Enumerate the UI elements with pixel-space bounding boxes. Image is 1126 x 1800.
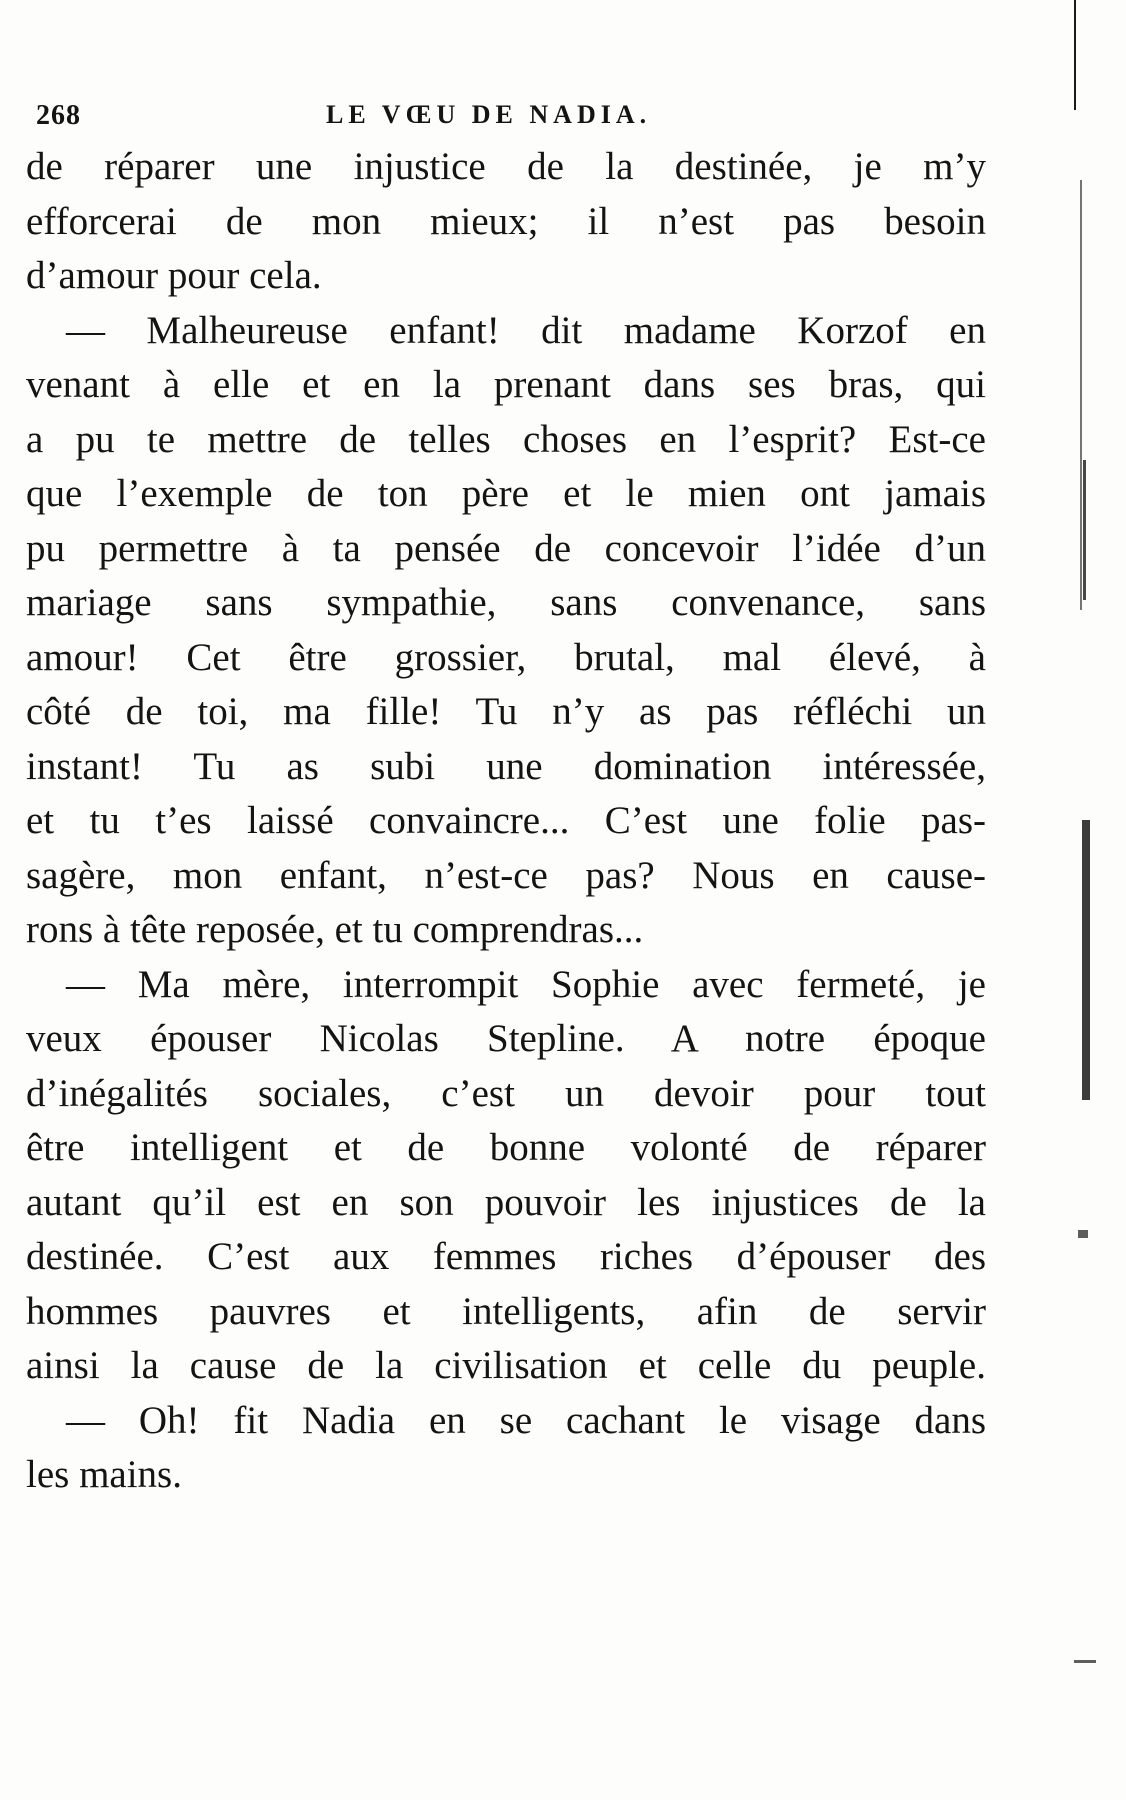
text-line: d’inégalités sociales, c’est un devoir pour tout <box>26 1071 986 1115</box>
page-header <box>36 100 696 140</box>
text-line: — Ma mère, interrompit Sophie avec fermeté, je <box>66 962 986 1006</box>
text-line: rons à tête reposée, et tu comprendras... <box>26 908 644 951</box>
text-line: être intelligent et de bonne volonté de réparer <box>26 1126 986 1169</box>
text-line: sagère, mon enfant, n’est-ce pas? Nous en cause- <box>26 853 986 897</box>
scan-edge-line <box>1078 1230 1088 1238</box>
body-text <box>26 140 986 1503</box>
scan-edge-line <box>1083 460 1086 600</box>
text-line: pu permettre à ta pensée de concevoir l’idée d’un <box>26 526 986 570</box>
text-line: — Malheureuse enfant! dit madame Korzof en <box>66 308 986 352</box>
text-line: les mains. <box>26 1453 182 1496</box>
text-line: a pu te mettre de telles choses en l’esprit? Est-ce <box>26 417 986 461</box>
text-line: veux épouser Nicolas Stepline. A notre époque <box>26 1017 986 1060</box>
text-line: et tu t’es laissé convaincre... C’est une folie pas- <box>26 799 986 842</box>
page-number: 268 <box>36 100 81 131</box>
text-line: efforcerai de mon mieux; il n’est pas besoin <box>26 199 986 243</box>
text-line: de réparer une injustice de la destinée, je m’y <box>26 145 986 188</box>
text-line: amour! Cet être grossier, brutal, mal élevé, à <box>26 635 986 679</box>
text-line: destinée. C’est aux femmes riches d’épouser des <box>26 1235 986 1278</box>
text-line: instant! Tu as subi une domination intéressée, <box>26 744 986 788</box>
text-line: venant à elle et en la prenant dans ses bras, qui <box>26 363 986 406</box>
text-line: — Oh! fit Nadia en se cachant le visage dans <box>66 1398 986 1442</box>
text-line: côté de toi, ma fille! Tu n’y as pas réfléchi un <box>26 690 986 733</box>
text-line: d’amour pour cela. <box>26 254 322 297</box>
scan-edge-line <box>1082 820 1090 1100</box>
running-title: LE VŒU DE NADIA. <box>326 100 652 129</box>
text-line: que l’exemple de ton père et le mien ont jamais <box>26 472 986 515</box>
text-line: autant qu’il est en son pouvoir les injustices de la <box>26 1180 986 1224</box>
text-line: ainsi la cause de la civilisation et celle du peuple. <box>26 1344 986 1387</box>
text-line: mariage sans sympathie, sans convenance, sans <box>26 581 986 624</box>
scan-edge-line <box>1074 1660 1096 1663</box>
scan-margin-artifacts <box>976 0 1126 1800</box>
scan-edge-line <box>1080 180 1082 610</box>
text-line: hommes pauvres et intelligents, afin de servir <box>26 1289 986 1333</box>
scan-edge-line <box>1074 0 1076 110</box>
